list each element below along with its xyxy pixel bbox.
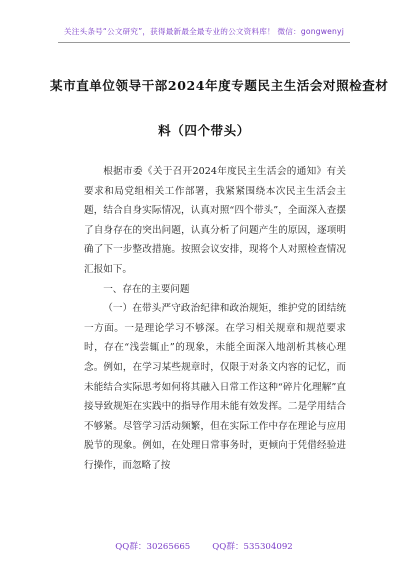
intro-paragraph: 根据市委《关于召开2024年度民主生活会的通知》有关要求和局党组相关工作部署，我紧紧围绕本次民主生活会主题，结合自身实际情况，认真对照“四个带头”，全面深入查摆了自身存在的突出问题，认真分析了问题产生的原因，逐项明确了下一步整改措施。按照会议安排，现将个人对照检查情况汇报如下。 — [84, 166, 346, 275]
document-title-line-2: 料（四个带头） — [158, 123, 250, 138]
document-body — [84, 162, 346, 476]
footer-qq-groups — [0, 540, 408, 552]
footer-qq-group-2: QQ群：535304092 — [212, 542, 293, 552]
header-divider — [58, 42, 350, 43]
section-paragraph: （一）在带头严守政治纪律和政治规矩，维护党的团结统一方面。一是理论学习不够深。在学习相关规章和规范要求时，存在“浅尝辄止”的现象，未能全面深入地剖析其核心理念。例如，在学习某些规章时，仅限于对条文内容的记忆，而未能结合实际思考如何将其融入日常工作这种“碎片化理解”直接导致规矩在实践中的指导作用未能有效发挥。二是学用结合不够紧。尽管学习活动频繁，但在实际工作中存在理论与应用脱节的现象。例如，在处理日常事务时，更倾向于凭借经验进行操作，而忽略了按 — [84, 303, 346, 471]
footer-qq-group-1: QQ群：30265665 — [115, 542, 191, 552]
document-title-line-1: 某市直单位领导干部2024年度专题民主生活会对照检查材 — [50, 78, 389, 93]
header-banner: 关注头条号“公文研究”，获得最新最全最专业的公文资料库！ 微信：gongwenyj — [63, 27, 345, 36]
section-heading: 一、存在的主要问题 — [103, 283, 190, 295]
